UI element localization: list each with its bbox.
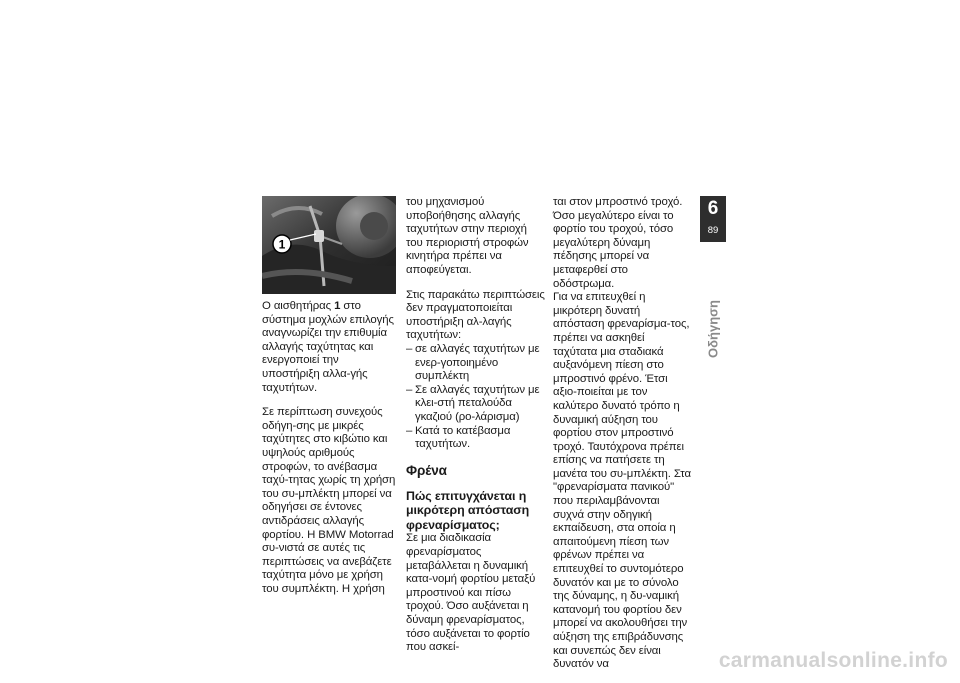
watermark: carmanualsonline.info xyxy=(718,649,948,672)
text-column-3 xyxy=(553,196,691,683)
sensor-paragraph-rest: στο σύστημα μοχλών επιλογής αναγνωρίζει την επιθυμία αλλαγής ταχύτητας και ενεργοποιεί την υποστήριξη αλλα-γής ταχυτήτων. xyxy=(262,300,394,394)
list-item: – Κατά το κατέβασμα ταχυτήτων. xyxy=(406,425,546,452)
photo-illustration xyxy=(262,196,396,294)
section-label: Οδήγηση xyxy=(705,300,721,358)
braking-paragraph: Σε μια διαδικασία φρεναρίσματος μεταβάλλεται η δυναμική κατα-νομή φορτίου μεταξύ μπροστινού και πίσω τροχού. Όσο αυξάνεται η δύναμη φρεναρίσματος, τόσο αυξάνεται το φορτίο που ασκεί- xyxy=(406,532,536,654)
cases-intro-paragraph: Στις παρακάτω περιπτώσεις δεν πραγματοποιείται υποστήριξη αλ-λαγής ταχυτήτων: xyxy=(406,288,545,342)
section-heading: Φρένα xyxy=(406,462,447,478)
callout-label: 1 xyxy=(278,237,286,252)
sensor-paragraph-prefix: Ο αισθητήρας xyxy=(262,300,335,312)
list-item: – σε αλλαγές ταχυτήτων με ενερ-γοποιημένο συμπλέκτη xyxy=(406,343,546,384)
subsection-heading: Πώς επιτυγχάνεται η μικρότερη απόσταση φρεναρίσματος; xyxy=(406,488,530,532)
text-column-1 xyxy=(262,300,396,607)
front-wheel-paragraph: ται στον μπροστινό τροχό. Όσο μεγαλύτερο είναι το φορτίο του τροχού, τόσο μεγαλύτερη δύναμη πέδησης μπορεί να μεταφερθεί στο οδόστρωμα. xyxy=(553,196,683,290)
rev-limiter-paragraph: του μηχανισμού υποβοήθησης αλλαγής ταχυτήτων στην περιοχή του περιοριστή στροφών κινητήρα πρέπει να αποφεύγεται. xyxy=(406,196,529,276)
list-item: – Σε αλλαγές ταχυτήτων με κλει-στή πεταλούδα γκαζιού (ρο-λάρισμα) xyxy=(406,384,546,425)
sensor-paragraph xyxy=(262,300,396,395)
chapter-number: 6 xyxy=(707,198,719,219)
page-number: 89 xyxy=(707,225,719,236)
continuous-riding-paragraph: Σε περίπτωση συνεχούς οδήγη-σης με μικρές ταχύτητες στο κιβώτιο και υψηλούς αριθμούς στροφών, το ανέβασμα ταχύ-τητας χωρίς τη χρήση του συ-μπλέκτη μπορεί να οδηγήσει σε έντονες αντιδράσεις αλλαγής φορτίου. Η BMW Motorrad συ-νιστά σε αυτές τις περιπτώσεις να ανεβάζετε ταχύτητα μόνο με χρήση του συμπλέκτη. Η χρήση xyxy=(262,406,396,595)
shortest-distance-paragraph: Για να επιτευχθεί η μικρότερη δυνατή απόσταση φρεναρίσμα-τος, πρέπει να ασκηθεί ταχύτατα μια σταδιακά αυξανόμενη πίεση στο μπροστινό φρένο. Έτσι αξιο-ποιείται με τον καλύτερο δυνατό τρόπο η δυναμική αύξηση του φορτίου στον μπροστινό τροχό. Ταυτόχρονα πρέπει επίσης να πατήσετε τη μανέτα του συ-μπλέκτη. Στα "φρεναρίσματα πανικού" που περιλαμβάνονται συχνά στην οδηγική εκπαίδευση, στα οποία η απαιτούμενη πίεση των φρένων πρέπει να επιτευχθεί το συντομότερο δυνατόν και με το σύνολο της δύναμης, η δυ-ναμική κατανομή του φορτίου δεν μπορεί να ακολουθήσει την αύξηση της επιβράδυνσης και συνεπώς δεν είναι δυνατόν να xyxy=(553,291,692,671)
motorcycle-photo xyxy=(262,196,396,294)
sensor-reference: 1 xyxy=(334,300,341,312)
text-column-2 xyxy=(406,196,546,666)
cases-list xyxy=(406,343,546,452)
